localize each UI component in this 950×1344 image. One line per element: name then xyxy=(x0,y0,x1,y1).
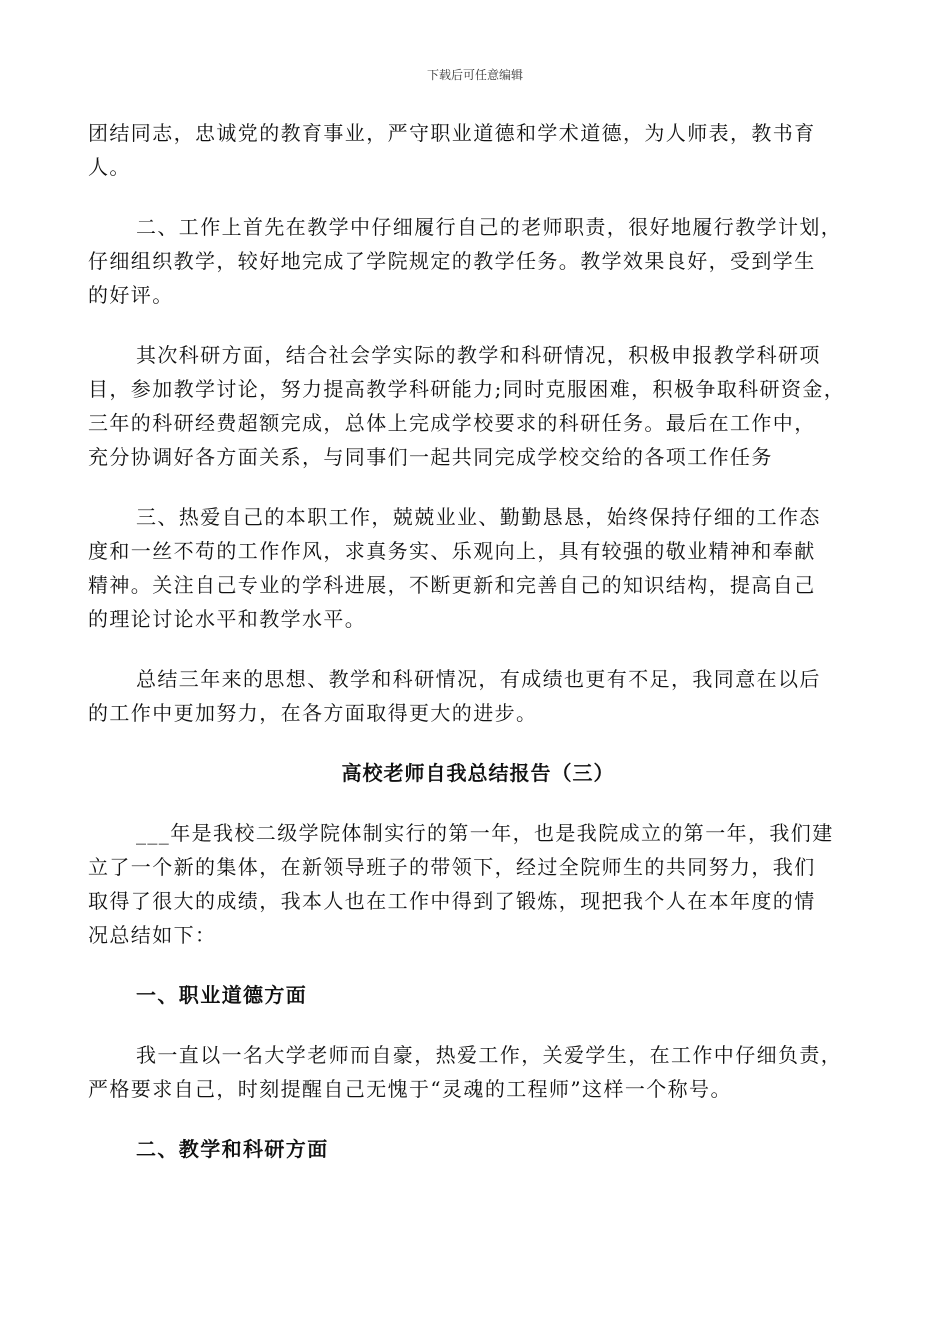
subsection-heading: 二、教学和科研方面 xyxy=(136,1137,329,1161)
paragraph-line: 度和一丝不苟的工作作风，求真务实、乐观向上，具有较强的敬业精神和奉献 xyxy=(88,539,816,563)
paragraph-line: 的工作中更加努力，在各方面取得更大的进步。 xyxy=(88,701,538,725)
paragraph-line: 三年的科研经费超额完成，总体上完成学校要求的科研任务。最后在工作中， xyxy=(88,411,816,435)
paragraph-line: 况总结如下： xyxy=(88,923,217,947)
paragraph xyxy=(88,500,868,636)
paragraph-gap xyxy=(88,1106,868,1132)
paragraph-line: 严格要求自己，时刻提醒自己无愧于“灵魂的工程师”这样一个称号。 xyxy=(88,1077,732,1101)
paragraph xyxy=(88,338,868,474)
paragraph-line: 我一直以一名大学老师而自豪，热爱工作，关爱学生，在工作中仔细负责， xyxy=(136,1043,843,1067)
page-header: 下载后可任意编辑 xyxy=(426,68,523,82)
paragraph-line: 的理论讨论水平和教学水平。 xyxy=(88,607,367,631)
paragraph xyxy=(88,662,868,730)
paragraph-line: 的好评。 xyxy=(88,283,174,307)
paragraph xyxy=(88,210,868,312)
paragraph-gap xyxy=(88,1012,868,1038)
subsection-heading: 一、职业道德方面 xyxy=(136,983,308,1007)
paragraph-line: 总结三年来的思想、教学和科研情况，有成绩也更有不足，我同意在以后 xyxy=(136,667,821,691)
paragraph-line: 团结同志，忠诚党的教育事业，严守职业道德和学术道德，为人师表，教书育 xyxy=(88,121,816,145)
paragraph-line: 三、热爱自己的本职工作，兢兢业业、勤勤恳恳，始终保持仔细的工作态 xyxy=(136,505,821,529)
paragraph-line: 目，参加教学讨论，努力提高教学科研能力;同时克服困难，积极争取科研资金， xyxy=(88,377,846,401)
paragraph-gap xyxy=(88,636,868,662)
paragraph-line: 取得了很大的成绩，我本人也在工作中得到了锻炼，现把我个人在本年度的情 xyxy=(88,889,816,913)
paragraph-gap xyxy=(88,312,868,338)
paragraph-line: 精神。关注自己专业的学科进展，不断更新和完善自己的知识结构，提高自己 xyxy=(88,573,816,597)
paragraph xyxy=(88,116,868,184)
section-title: 高校老师自我总结报告（三） xyxy=(341,761,615,785)
paragraph-line: 人。 xyxy=(88,155,131,179)
paragraph-line: ___年是我校二级学院体制实行的第一年，也是我院成立的第一年，我们建 xyxy=(136,821,834,845)
paragraph-gap xyxy=(88,730,868,756)
paragraph-gap xyxy=(88,790,868,816)
paragraph-line: 其次科研方面，结合社会学实际的教学和科研情况，积极申报教学科研项 xyxy=(136,343,821,367)
paragraph-line: 立了一个新的集体，在新领导班子的带领下，经过全院师生的共同努力，我们 xyxy=(88,855,816,879)
paragraph-gap xyxy=(88,474,868,500)
paragraph-gap xyxy=(88,184,868,210)
paragraph-line: 仔细组织教学，较好地完成了学院规定的教学任务。教学效果良好，受到学生 xyxy=(88,249,816,273)
paragraph-line: 充分协调好各方面关系，与同事们一起共同完成学校交给的各项工作任务 xyxy=(88,445,773,469)
paragraph-line: 二、工作上首先在教学中仔细履行自己的老师职责，很好地履行教学计划， xyxy=(136,215,843,239)
paragraph xyxy=(88,1038,868,1106)
paragraph-gap xyxy=(88,952,868,978)
paragraph xyxy=(88,816,868,952)
document-body xyxy=(88,116,868,1166)
